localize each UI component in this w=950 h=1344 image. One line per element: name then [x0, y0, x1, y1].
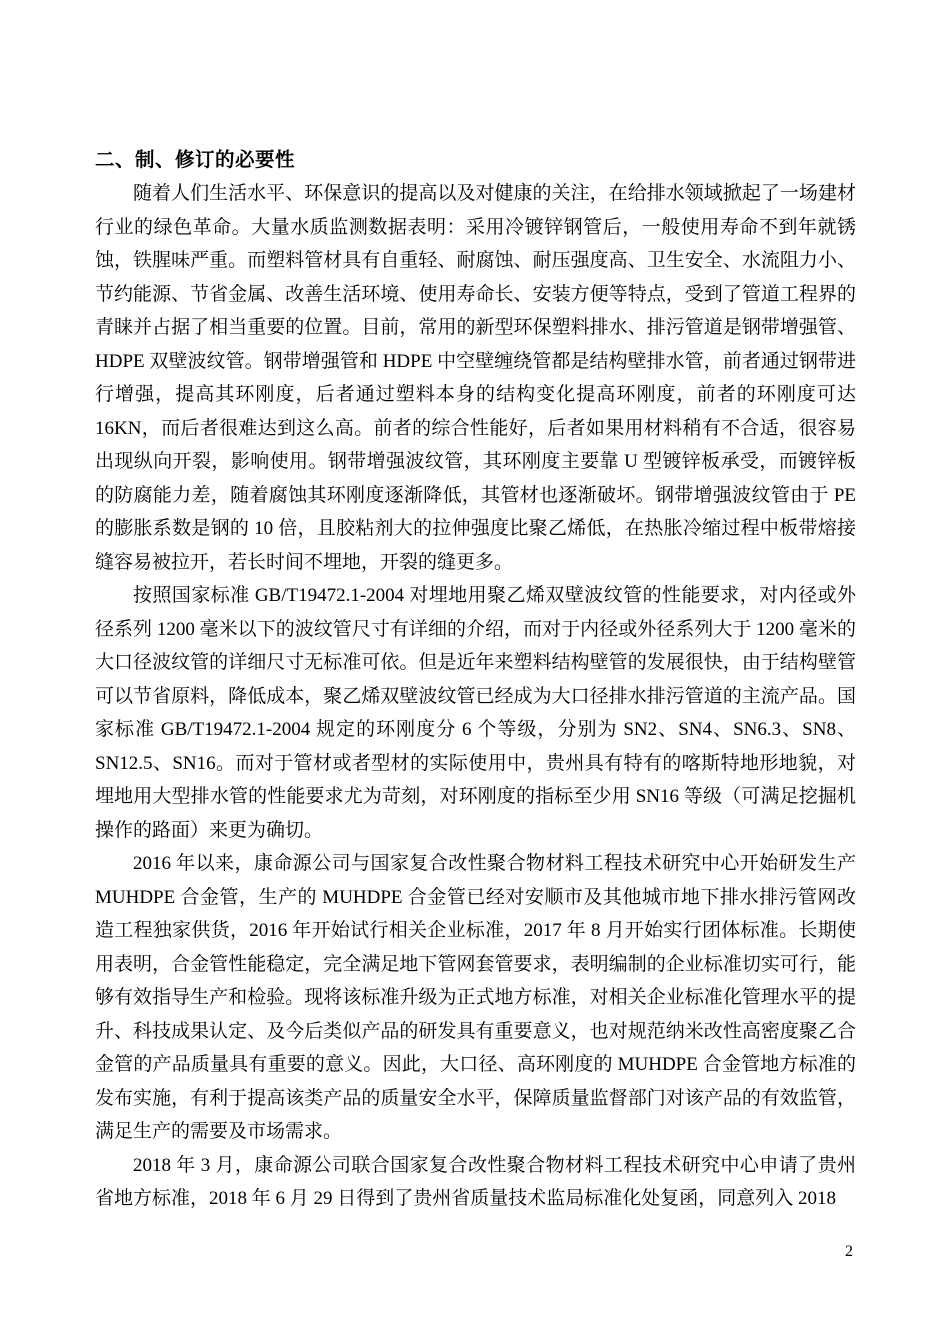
page-number: 2: [845, 1243, 853, 1260]
paragraph-standard-application: 2018 年 3 月，康命源公司联合国家复合改性聚合物材料工程技术研究中心申请了贵州省地方标准，2018 年 6 月 29 日得到了贵州省质量技术监局标准化处复函，同意列入 2018: [95, 1154, 856, 1209]
paragraph-national-standard: 按照国家标准 GB/T19472.1-2004 对埋地用聚乙烯双壁波纹管的性能要求，对内径或外径系列 1200 毫米以下的波纹管尺寸有详细的介绍，而对于内径或外径系列大于 1200 毫米的大口径波纹管的详细尺寸无标准可依。但是近年来塑料结构壁管的发展很快，由于结构壁管可以节省原料，降低成本，聚乙烯双壁波纹管已经成为大口径排水排污管道的主流产品。国家标准 GB/T19472.1-2004 规定的环刚度分 6 个等级，分别为 SN2、SN4、SN6.3、SN8、SN12.5、SN16。而对于管材或者型材的实际使用中，贵州具有特有的喀斯特地形地貌，对埋地用大型排水管的性能要求尤为苛刻，对环刚度的指标至少用 SN16 等级（可满足挖掘机操作的路面）来更为确切。: [95, 585, 856, 841]
paragraph-intro-green-revolution: 随着人们生活水平、环保意识的提高以及对健康的关注，在给排水领域掀起了一场建材行业的绿色革命。大量水质监测数据表明：采用冷镀锌钢管后，一般使用寿命不到年就锈蚀，铁腥味严重。而塑料管材具有自重轻、耐腐蚀、耐压强度高、卫生安全、水流阻力小、节约能源、节省金属、改善生活环境、使用寿命长、安装方便等特点，受到了管道工程界的青睐并占据了相当重要的位置。目前，常用的新型环保塑料排水、排污管道是钢带增强管、HDPE 双壁波纹管。钢带增强管和 HDPE 中空壁缠绕管都是结构壁排水管，前者通过钢带进行增强，提高其环刚度，后者通过塑料本身的结构变化提高环刚度，前者的环刚度可达 16KN，而后者很难达到这么高。前者的综合性能好，后者如果用材料稍有不合适，很容易出现纵向开裂，影响使用。钢带增强波纹管，其环刚度主要靠 U 型镀锌板承受，而镀锌板的防腐能力差，随着腐蚀其环刚度逐渐降低，其管材也逐渐破坏。钢带增强波纹管由于 PE 的膨胀系数是钢的 10 倍，且胶粘剂大的拉伸强度比聚乙烯低，在热胀冷缩过程中板带熔接缝容易被拉开，若长时间不埋地，开裂的缝更多。: [95, 183, 856, 573]
section-heading: 二、制、修订的必要性: [95, 149, 296, 171]
paragraph-muhdpe-development: 2016 年以来，康命源公司与国家复合改性聚合物材料工程技术研究中心开始研发生产 MUHDPE 合金管，生产的 MUHDPE 合金管已经对安顺市及其他城市地下排水排污管网改造工程独家供货，2016 年开始试行相关企业标准，2017 年 8 月开始实行团体标准。长期使用表明，合金管性能稳定，完全满足地下管网套管要求，表明编制的企业标准切实可行，能够有效指导生产和检验。现将该标准升级为正式地方标准，对相关企业标准化管理水平的提升、科技成果认定、及今后类似产品的研发具有重要意义，也对规范纳米改性高密度聚乙合金管的产品质量具有重要的意义。因此，大口径、高环刚度的 MUHDPE 合金管地方标准的发布实施，有利于提高该类产品的质量安全水平，保障质量监督部门对该产品的有效监管，满足生产的需要及市场需求。: [95, 853, 856, 1142]
